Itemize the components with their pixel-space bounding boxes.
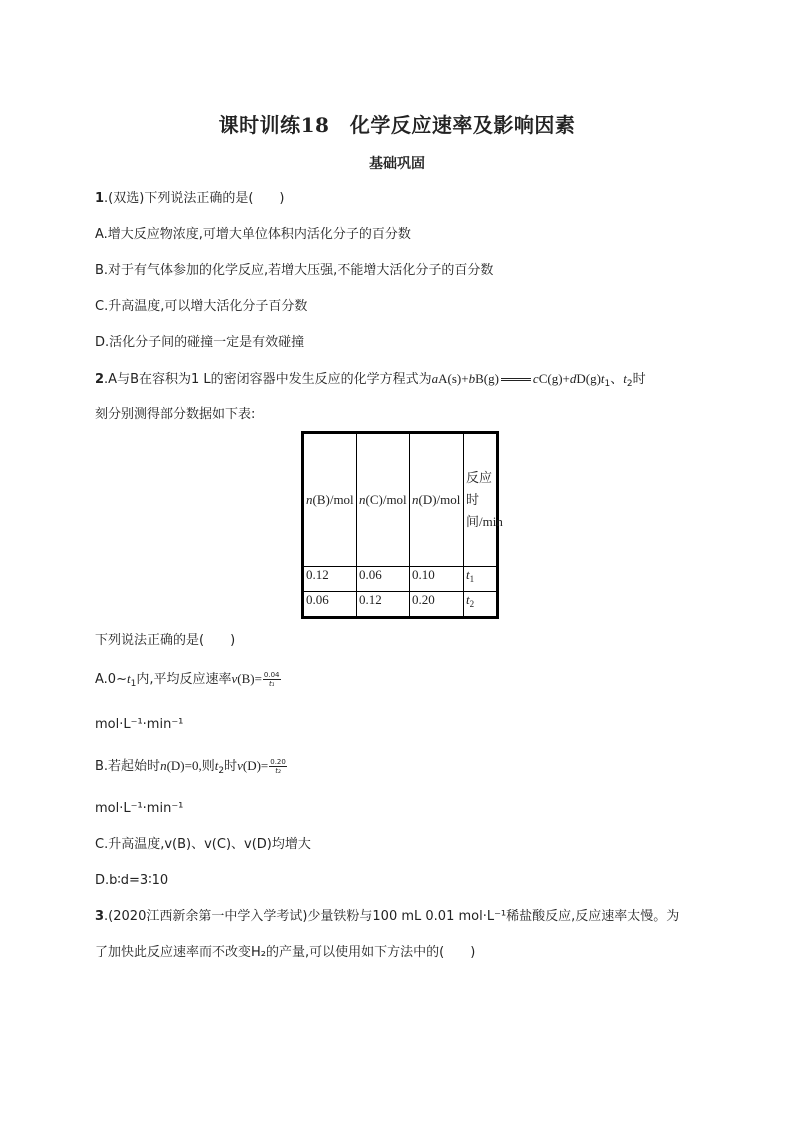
q3-stem-line2: 了加快此反应速率而不改变H₂的产量,可以使用如下方法中的( ) (95, 945, 476, 960)
equilibrium-sign (501, 378, 531, 381)
q2-option-b-unit: mol·L⁻¹·min⁻¹ (95, 801, 184, 816)
q1-number: 1 (95, 191, 105, 206)
q2-stem-text: .A与B在容积为1 L的密闭容器中发生反应的化学方程式为 (104, 372, 432, 387)
cell: 0.12 (303, 567, 357, 592)
q2-option-c: C.升高温度,v(B)、v(C)、v(D)均增大 (95, 837, 311, 852)
q2-option-b: B.若起始时n(D)=0,则$t_2$时v(D)= $\frac{0.20}{\text{t₂}}$ (95, 758, 286, 776)
q2-option-d: D.b∶d=3∶10 (95, 873, 169, 888)
species-d: D(g) (576, 371, 601, 386)
cell: $t_1$ (464, 567, 498, 592)
q1-option-d: D.活化分子间的碰撞一定是有效碰撞 (95, 335, 305, 350)
coef-a: a (431, 371, 439, 386)
coef-d: d (569, 371, 577, 386)
time-t1: t (600, 371, 605, 386)
q1-option-b: B.对于有气体参加的化学反应,若增大压强,不能增大活化分子的百分数 (95, 263, 494, 278)
species-c: C(g)+ (538, 371, 570, 386)
cell: 0.06 (357, 567, 410, 592)
section-heading: 基础巩固 (369, 156, 425, 172)
header-nc: n(C)/mol (357, 433, 410, 567)
time-t2-sub: 2 (626, 379, 633, 389)
cell: 0.12 (357, 592, 410, 618)
q2-option-a-unit: mol·L⁻¹·min⁻¹ (95, 717, 184, 732)
header-time: 反应时间/min (464, 433, 498, 567)
header-nb: n(B)/mol (303, 433, 357, 567)
cell: $t_2$ (464, 592, 498, 618)
page-title: 课时训练18 化学反应速率及影响因素 (218, 113, 576, 137)
q2-prompt: 下列说法正确的是( ) (95, 633, 236, 648)
q3-stem-text: .(2020江西新余第一中学入学考试)少量铁粉与100 mL 0.01 mol·L⁻¹稀盐酸反应,反应速率太慢。为 (104, 909, 680, 924)
q1-stem-text: .(双选)下列说法正确的是( ) (104, 191, 285, 206)
header-nd: n(D)/mol (410, 433, 464, 567)
q2-stem (95, 370, 646, 393)
q2-option-a: $A.0\sim t_1$内,平均反应速率v(B)= $\frac{0.04}{\text{t₁}}$ (95, 671, 280, 689)
comma: 、 (610, 372, 624, 387)
q1-option-a: A.增大反应物浓度,可增大单位体积内活化分子的百分数 (95, 227, 411, 242)
q2-stem-line2: 刻分别测得部分数据如下表: (95, 407, 256, 422)
coef-c: c (532, 371, 539, 386)
time-t2: t (623, 371, 627, 386)
cell: 0.06 (303, 592, 357, 618)
table-row (303, 592, 498, 618)
q2-number: 2 (95, 372, 105, 387)
table-row (303, 567, 498, 592)
data-table (301, 431, 503, 619)
q3-number: 3 (95, 909, 105, 924)
time-t1-sub: 1 (604, 379, 611, 389)
fraction: $\frac{0.04}{\text{t₁}}$ (263, 671, 280, 688)
q3-stem (95, 908, 679, 926)
table-header-row (303, 433, 498, 567)
species-a: A(s)+ (438, 371, 469, 386)
species-b: B(g) (475, 371, 499, 386)
cell: 0.10 (410, 567, 464, 592)
fraction: $\frac{0.20}{\text{t₂}}$ (270, 758, 286, 775)
q1-stem (95, 190, 284, 208)
coef-b: b (468, 371, 476, 386)
cell: 0.20 (410, 592, 464, 618)
time-word: 时 (632, 372, 646, 387)
q1-option-c: C.升高温度,可以增大活化分子百分数 (95, 299, 308, 314)
